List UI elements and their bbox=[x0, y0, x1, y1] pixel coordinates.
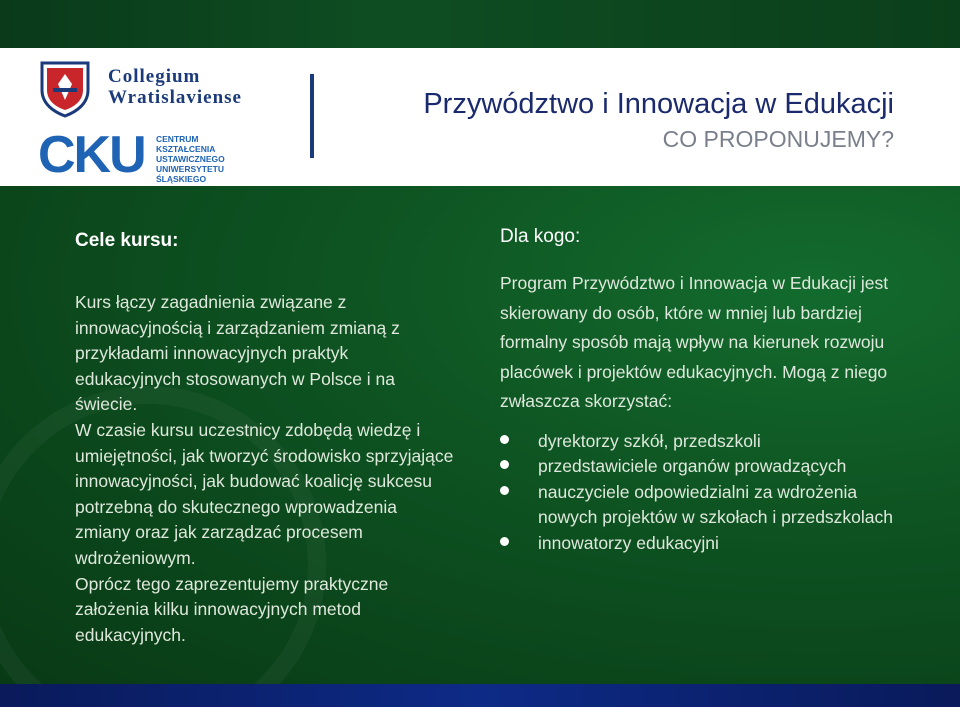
goals-paragraph: Kurs łączy zagadnienia związane z innowacyjnością i zarządzaniem zmianą z przykładami innowacyjnych praktyk edukacyjnych stosowanych w Polsce i na świecie. bbox=[75, 292, 400, 415]
list-item bbox=[500, 531, 910, 557]
cku-logo bbox=[38, 128, 278, 184]
goals-paragraph: W czasie kursu uczestnicy zdobędą wiedzę i umiejętności, jak tworzyć środowisko sprzyjające innowacyjności, jak budować koalicję sukcesu potrzebną do skutecznego wprowadzenia zmiany oraz jak zarządzać procesem wdrożeniowym. bbox=[75, 419, 454, 568]
cku-caption bbox=[156, 134, 225, 184]
course-goals bbox=[75, 230, 455, 648]
cku-letters: CKU bbox=[38, 126, 145, 184]
bullet-icon bbox=[500, 486, 509, 495]
cku-caption-line: CENTRUM bbox=[156, 134, 199, 144]
goals-paragraph: Oprócz tego zaprezentujemy praktyczne założenia kilku innowacyjnych metod edukacyjnych. bbox=[75, 573, 389, 645]
cku-caption-line: KSZTAŁCENIA bbox=[156, 144, 216, 154]
bottom-bar bbox=[0, 684, 960, 707]
list-item bbox=[500, 454, 910, 480]
list-item-text: przedstawiciele organów prowadzących bbox=[538, 456, 847, 477]
bullet-icon bbox=[500, 435, 509, 444]
goals-heading: Cele kursu: bbox=[75, 230, 179, 251]
header bbox=[0, 48, 960, 186]
top-strip bbox=[0, 0, 960, 48]
logo-line-2: Wratislaviense bbox=[108, 87, 242, 108]
list-item bbox=[500, 480, 910, 531]
header-divider bbox=[310, 74, 314, 158]
collegium-logo bbox=[38, 60, 298, 124]
list-item-text: nauczyciele odpowiedzialni za wdrożenia nowych projektów w szkołach i przedszkolach bbox=[538, 481, 894, 528]
cku-caption-line: USTAWICZNEGO bbox=[156, 154, 225, 164]
audience-list bbox=[500, 429, 910, 557]
cku-caption-line: UNIWERSYTETU bbox=[156, 164, 224, 174]
list-item-text: innowatorzy edukacyjni bbox=[538, 532, 719, 553]
logo-line-1: Collegium bbox=[108, 66, 201, 87]
bullet-icon bbox=[500, 537, 509, 546]
cku-caption-line: ŚLĄSKIEGO bbox=[156, 174, 207, 184]
crest-icon bbox=[38, 60, 92, 118]
target-audience bbox=[500, 226, 910, 556]
list-item-text: dyrektorzy szkół, przedszkoli bbox=[538, 430, 761, 451]
audience-intro: Program Przywództwo i Innowacja w Edukacji jest skierowany do osób, które w mniej lub bardziej formalny sposób mają wpływ na kierunek rozwoju placówek i projektów edukacyjnych. Mogą z niego zwłaszcza skorzystać: bbox=[500, 273, 889, 411]
page-title: Przywództwo i Innowacja w Edukacji bbox=[423, 88, 894, 120]
content-panel bbox=[0, 186, 960, 684]
list-item bbox=[500, 429, 910, 455]
audience-heading: Dla kogo: bbox=[500, 226, 581, 247]
page-subtitle: CO PROPONUJEMY? bbox=[662, 126, 894, 152]
bullet-icon bbox=[500, 460, 509, 469]
